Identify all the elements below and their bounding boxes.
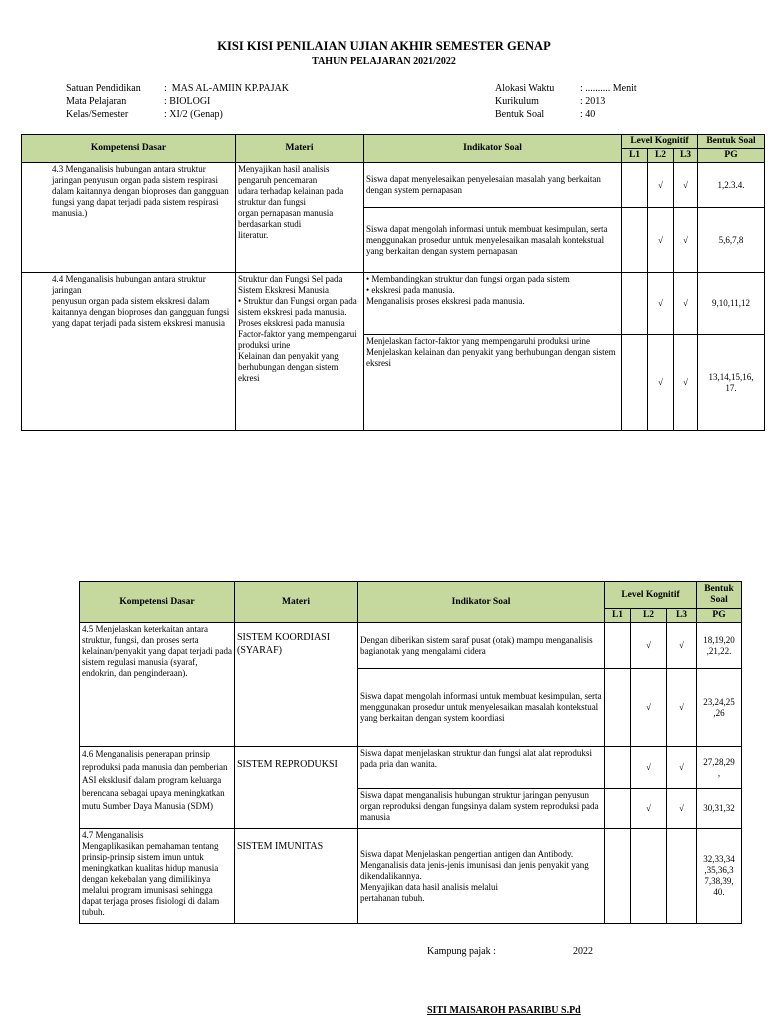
l3-check: √ — [667, 789, 697, 829]
document-subtitle: TAHUN PELAJARAN 2021/2022 — [312, 56, 456, 67]
l3-cell — [667, 829, 697, 924]
info-right-values — [580, 82, 637, 121]
header-materi: Materi — [236, 135, 364, 163]
header-l3: L3 — [674, 149, 698, 163]
pg-cell: 32,33,34 ,35,36,3 7,38,39, 40. — [697, 829, 742, 924]
indikator-cell: Siswa dapat mengolah informasi untuk membuat kesimpulan, serta menggunakan prosedur untuk menyelesaikan masalah kontekstual yang berkaitan dengan system pernapasan — [364, 208, 622, 273]
materi-cell: SISTEM REPRODUKSI — [235, 747, 358, 829]
l2-cell — [631, 829, 667, 924]
l1-cell — [622, 273, 648, 335]
kd-cell: 4.4 Menganalisis hubungan antara struktur jaringan penyusun organ pada sistem ekskresi dalam kaitannya dengan bioproses dan gangguan fungsi yang dapat terjadi pada sistem ekskresi manusia — [22, 273, 236, 431]
header-l2: L2 — [648, 149, 674, 163]
indikator-cell: Dengan diberikan sistem saraf pusat (otak) mampu menganalisis bagianotak yang mengalami cidera — [358, 623, 605, 669]
l2-check: √ — [648, 163, 674, 208]
kd-cell: 4.5 Menjelaskan keterkaitan antara struktur, fungsi, dan proses serta kelainan/penyakit yang dapat terjadi pada sistem regulasi manusia (syaraf, endokrin, dan penginderaan). — [80, 623, 235, 747]
l3-check: √ — [674, 335, 698, 431]
info-label: Alokasi Waktu — [495, 83, 555, 94]
l1-cell — [622, 208, 648, 273]
document-title: KISI KISI PENILAIAN UJIAN AKHIR SEMESTER GENAP — [217, 39, 551, 53]
info-label: Kurikulum — [495, 96, 539, 107]
info-value: : MAS AL-AMIIN KP.PAJAK — [164, 83, 289, 94]
l2-check: √ — [648, 208, 674, 273]
signature-year: 2022 — [573, 946, 593, 957]
signature-name: SITI MAISAROH PASARIBU S.Pd — [427, 1005, 581, 1016]
header-l1: L1 — [605, 609, 631, 623]
indikator-cell: • Membandingkan struktur dan fungsi organ pada sistem • ekskresi pada manusia. Menganalisis proses ekskresi pada manusia. — [364, 273, 622, 335]
indikator-cell: Siswa dapat menjelaskan struktur dan fungsi alat alat reproduksi pada pria dan wanita. — [358, 747, 605, 789]
info-left-values — [164, 82, 289, 121]
header-l3: L3 — [667, 609, 697, 623]
l2-check: √ — [648, 335, 674, 431]
l3-check: √ — [674, 163, 698, 208]
header-bentuk-soal: Bentuk Soal — [698, 135, 765, 149]
pg-cell: 23,24,25 ,26 — [697, 669, 742, 747]
l3-check: √ — [674, 208, 698, 273]
header-bentuk-soal: Bentuk Soal — [697, 582, 742, 609]
info-label: Satuan Pendidikan — [66, 83, 141, 94]
l1-cell — [605, 669, 631, 747]
header-materi: Materi — [235, 582, 358, 623]
pg-cell: 30,31,32 — [697, 789, 742, 829]
pg-cell: 18,19,20 ,21,22. — [697, 623, 742, 669]
pg-cell: 27,28,29 , — [697, 747, 742, 789]
info-value: : BIOLOGI — [164, 96, 211, 107]
l3-check: √ — [674, 273, 698, 335]
indikator-cell: Siswa dapat menganalisis hubungan struktur jaringan penyusun organ reproduksi dengan fungsinya dalam system reproduksi pada manusia — [358, 789, 605, 829]
pg-cell: 5,6,7,8 — [698, 208, 765, 273]
header-kompetensi-dasar: Kompetensi Dasar — [22, 135, 236, 163]
info-left-labels — [66, 82, 141, 121]
header-kompetensi-dasar: Kompetensi Dasar — [80, 582, 235, 623]
info-label: Mata Pelajaran — [66, 96, 127, 107]
pg-cell: 1,2.3.4. — [698, 163, 765, 208]
indikator-cell: Menjelaskan factor-faktor yang mempengaruhi produksi urine Menjelaskan kelainan dan penyakit yang berhubungan dengan sistem eksresi — [364, 335, 622, 431]
header-indikator: Indikator Soal — [364, 135, 622, 163]
info-value: : 40 — [580, 109, 596, 120]
header-pg: PG — [697, 609, 742, 623]
header-l2: L2 — [631, 609, 667, 623]
signature-place: Kampung pajak : — [427, 946, 496, 957]
l1-cell — [605, 789, 631, 829]
kd-cell: 4.6 Menganalisis penerapan prinsip reproduksi pada manusia dan pemberian ASI eksklusif dalam program keluarga berencana sebagai upaya meningkatkan mutu Sumber Daya Manusia (SDM) — [80, 747, 235, 829]
indikator-cell: Siswa dapat Menjelaskan pengertian antigen dan Antibody. Menganalisis data jenis-jenis imunisasi dan jenis penyakit yang dikendalikannya. Menyajikan data hasil analisis melalui pertahanan tubuh. — [358, 829, 605, 924]
info-value: : 2013 — [580, 96, 606, 107]
pg-cell: 13,14,15,16, 17. — [698, 335, 765, 431]
l2-check: √ — [631, 789, 667, 829]
materi-cell: SISTEM KOORDIASI (SYARAF) — [235, 623, 358, 747]
info-value: : XI/2 (Genap) — [164, 109, 223, 120]
kd-cell: 4.7 Menganalisis Mengaplikasikan pemahaman tentang prinsip-prinsip sistem imun untuk meningkatkan kualitas hidup manusia dengan kekebalan yang dimilikinya melalui program imunisasi sehingga dapat terjaga proses fisiologi di dalam tubuh. — [80, 829, 235, 924]
l3-check: √ — [667, 669, 697, 747]
l2-check: √ — [648, 273, 674, 335]
header-level-kognitif: Level Kognitif — [622, 135, 698, 149]
l1-cell — [605, 829, 631, 924]
header-l1: L1 — [622, 149, 648, 163]
pg-cell: 9,10,11,12 — [698, 273, 765, 335]
info-right-labels — [495, 82, 554, 121]
indikator-cell: Siswa dapat mengolah informasi untuk membuat kesimpulan, serta menggunakan prosedur untuk menyelesaikan masalah kontekstual yang berkaitan dengan system koordiasi — [358, 669, 605, 747]
materi-cell: Struktur dan Fungsi Sel pada Sistem Ekskresi Manusia • Struktur dan Fungsi organ pada sistem ekskresi pada manusia. Proses ekskresi pada manusia Factor-faktor yang mempengarui produksi urine Kelainan dan penyakit yang berhubungan dengan sistem ekresi — [236, 273, 364, 431]
header-level-kognitif: Level Kognitif — [605, 582, 697, 609]
l1-cell — [605, 747, 631, 789]
materi-cell: Menyajikan hasil analisis pengaruh pencemaran udara terhadap kelainan pada struktur dan fungsi organ pernapasan manusia berdasarkan studi literatur. — [236, 163, 364, 273]
info-label: Kelas/Semester — [66, 109, 129, 120]
materi-cell: SISTEM IMUNITAS — [235, 829, 358, 924]
kisi-table-2 — [79, 581, 742, 924]
kd-cell: 4.3 Menganalisis hubungan antara struktur jaringan penyusun organ pada sistem respirasi dalam kaitannya dengan bioproses dan gangguan fungsi yang dapat terjadi pada sistem respirasi manusia.) — [22, 163, 236, 273]
l2-check: √ — [631, 623, 667, 669]
l3-check: √ — [667, 747, 697, 789]
header-indikator: Indikator Soal — [358, 582, 605, 623]
info-value: : .......... Menit — [580, 83, 637, 94]
indikator-cell: Siswa dapat menyelesaikan penyelesaian masalah yang berkaitan dengan system pernapasan — [364, 163, 622, 208]
info-label: Bentuk Soal — [495, 109, 545, 120]
l2-check: √ — [631, 669, 667, 747]
l1-cell — [622, 163, 648, 208]
l1-cell — [622, 335, 648, 431]
header-pg: PG — [698, 149, 765, 163]
kisi-table-1 — [21, 134, 765, 431]
l3-check: √ — [667, 623, 697, 669]
l1-cell — [605, 623, 631, 669]
l2-check: √ — [631, 747, 667, 789]
